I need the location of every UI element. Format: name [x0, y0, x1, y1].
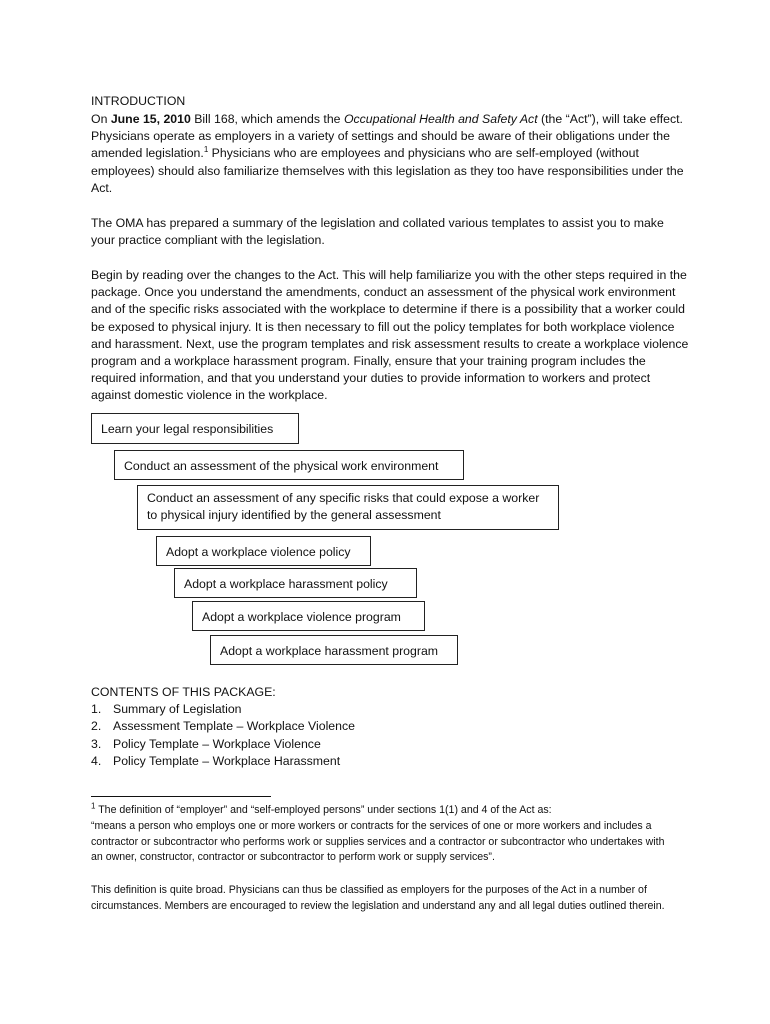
- intro-rest: (the “Act”), will take effect. Physicians operate as employers in a variety of settings and should be aware of their obligations under the amended legislation.: [91, 112, 683, 161]
- list-item-text: Assessment Template – Workplace Violence: [113, 719, 355, 734]
- footnote-intro-line: [91, 803, 676, 819]
- footnote-marker: 1: [91, 801, 96, 811]
- list-item-text: Policy Template – Workplace Violence: [113, 736, 321, 751]
- list-item-text: Policy Template – Workplace Harassment: [113, 753, 341, 768]
- step-label: Conduct an assessment of any specific risks that could expose a worker to physical injury identified by the general assessment: [147, 491, 540, 522]
- intro-mid: Bill 168, which amends the: [190, 112, 344, 126]
- package-contents: [91, 684, 355, 770]
- intro-lead: On: [91, 112, 111, 126]
- step-box-physical-assessment: [114, 450, 464, 480]
- step-box-violence-policy: [156, 536, 371, 566]
- list-item: [91, 736, 355, 753]
- intro-paragraph-3: Begin by reading over the changes to the Act. This will help familiarize you with the other steps required in the package. Once you understand the amendments, conduct an assessment of the physical work environment and of the specific risks associated with the workplace to determine if there is a possibility that a worker could be exposed to physical injury. It is then necessary to fill out the policy templates for both workplace violence and harassment. Next, use the program templates and risk assessment results to create a workplace violence program and a workplace harassment program. Finally, ensure that your training program includes the required information, and that you understand your duties to provide information to workers and protect against domestic violence in the workplace.: [91, 268, 689, 403]
- step-label: Adopt a workplace violence policy: [166, 545, 351, 559]
- step-box-legal-responsibilities: [91, 413, 299, 444]
- step-box-harassment-policy: [174, 568, 417, 598]
- list-item-text: Summary of Legislation: [113, 702, 242, 717]
- list-item-number: 3.: [91, 736, 102, 751]
- list-item-number: 1.: [91, 702, 102, 717]
- list-item-number: 4.: [91, 753, 102, 768]
- contents-list: [91, 701, 355, 770]
- step-label: Conduct an assessment of the physical work environment: [124, 459, 439, 473]
- step-label: Adopt a workplace harassment policy: [184, 577, 388, 591]
- footnote-definition: [91, 803, 676, 866]
- list-item: [91, 718, 355, 735]
- footnote-quote: “means a person who employs one or more workers or contracts for the services of one or more workers and includes a contractor or subcontractor who performs work or supplies services and a contractor or subcontractor who undertakes with an owner, constructor, contractor or subcontractor to perform work or supply services”.: [91, 819, 665, 864]
- step-label: Adopt a workplace violence program: [202, 610, 401, 624]
- effective-date: June 15, 2010: [110, 112, 191, 126]
- step-box-violence-program: [192, 601, 425, 631]
- step-label: Adopt a workplace harassment program: [220, 644, 439, 658]
- list-item-number: 2.: [91, 719, 102, 734]
- intro-paragraph-1: [91, 111, 691, 197]
- contents-heading: CONTENTS OF THIS PACKAGE:: [91, 685, 276, 699]
- intro-tail: Physicians who are employees and physicians who are self-employed (without employees) should also familiarize themselves with this legislation as they too have responsibilities under the Act.: [91, 146, 684, 195]
- introduction-heading: INTRODUCTION: [91, 94, 186, 108]
- list-item: [91, 701, 355, 718]
- footnote-ref: 1: [203, 145, 209, 155]
- act-name: Occupational Health and Safety Act: [343, 112, 538, 126]
- step-box-harassment-program: [210, 635, 458, 665]
- intro-paragraph-2: The OMA has prepared a summary of the legislation and collated various templates to assist you to make your practice compliant with the legislation.: [91, 216, 664, 248]
- footnote-divider: [91, 796, 271, 797]
- footnote-note: This definition is quite broad. Physicians can thus be classified as employers for the purposes of the Act in a number of circumstances. Members are encouraged to review the legislation and understand any and all legal duties outlined therein.: [91, 884, 665, 912]
- step-box-specific-risks: [137, 485, 559, 530]
- step-label: Learn your legal responsibilities: [101, 422, 274, 436]
- list-item: [91, 753, 355, 770]
- footnote-line: The definition of “employer” and “self-employed persons” under sections 1(1) and 4 of the Act as:: [95, 804, 552, 816]
